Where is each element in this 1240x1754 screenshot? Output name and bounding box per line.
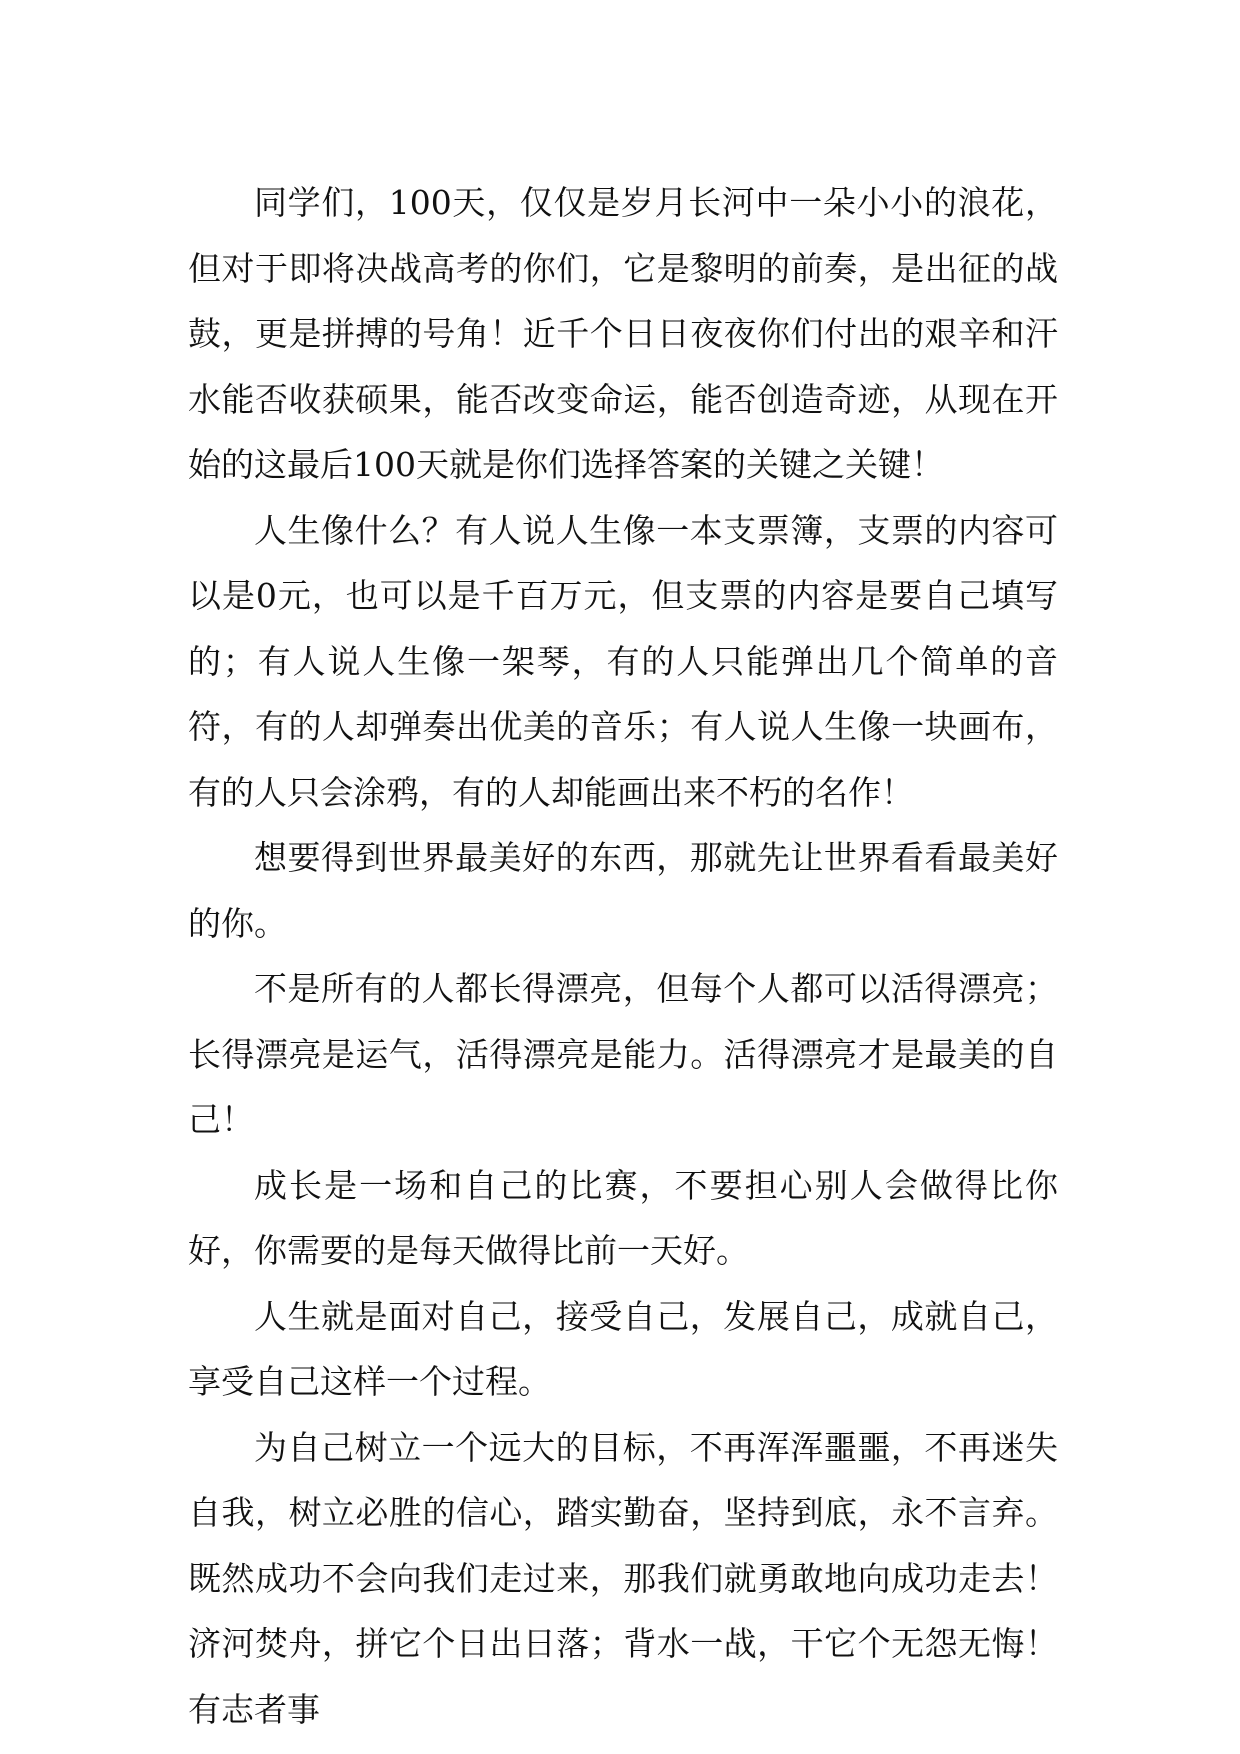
paragraph: 人生就是面对自己，接受自己，发展自己，成就自己，享受自己这样一个过程。	[188, 1296, 1058, 1401]
document-body	[188, 170, 1058, 1742]
paragraph: 不是所有的人都长得漂亮，但每个人都可以活得漂亮；长得漂亮是运气，活得漂亮是能力。活得漂亮才是最美的自己！	[188, 969, 1058, 1139]
paragraph: 成长是一场和自己的比赛，不要担心别人会做得比你好，你需要的是每天做得比前一天好。	[188, 1165, 1058, 1270]
paragraph: 想要得到世界最美好的东西，那就先让世界看看最美好的你。	[188, 838, 1058, 943]
paragraph: 为自己树立一个远大的目标，不再浑浑噩噩，不再迷失自我，树立必胜的信心，踏实勤奋，坚持到底，永不言弃。既然成功不会向我们走过来，那我们就勇敢地向成功走去！济河焚舟，拼它个日出日落；背水一战，干它个无怨无悔！有志者事	[188, 1427, 1058, 1729]
paragraph: 人生像什么？有人说人生像一本支票簿，支票的内容可以是0元，也可以是千百万元，但支票的内容是要自己填写的；有人说人生像一架琴，有的人只能弹出几个简单的音符，有的人却弹奏出优美的音乐；有人说人生像一块画布，有的人只会涂鸦，有的人却能画出来不朽的名作！	[188, 510, 1058, 812]
paragraph: 同学们，100天，仅仅是岁月长河中一朵小小的浪花，但对于即将决战高考的你们，它是黎明的前奏，是出征的战鼓，更是拼搏的号角！近千个日日夜夜你们付出的艰辛和汗水能否收获硕果，能否改变命运，能否创造奇迹，从现在开始的这最后100天就是你们选择答案的关键之关键！	[188, 183, 1058, 484]
